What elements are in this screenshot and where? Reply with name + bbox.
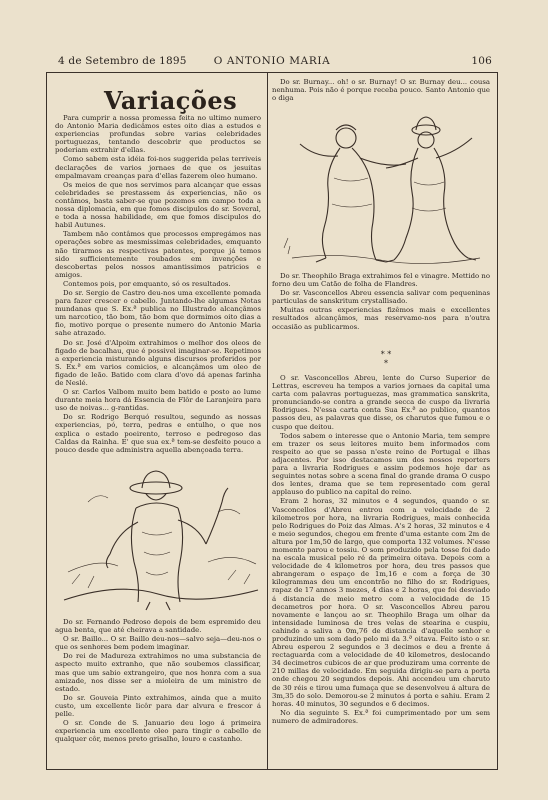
- paragraph: Como sabem esta idéia foi-nos suggerida pelas terriveis declarações de varios jornaes de que os jesuitas empalmavam creanças para d'ellas fazerem oleo humano.: [55, 155, 261, 180]
- paragraph: Tambem não contâmos que processos empregámos nas operações sobre as mesmissimas celebridades, emquanto não tirarmos as respectivas patentes, porque já temos sido sufficientemente roubados em invenções e descobertas pelos nossos amantissimos patricios e amigos.: [55, 230, 261, 279]
- header-date: 4 de Setembro de 1895: [58, 55, 187, 67]
- paragraph: O sr. Conde de S. Januario deu logo á primeira experiencia um excellente oleo para tingir o cabello de qualquer côr, menos preto grisalho, louro e castanho.: [55, 719, 261, 744]
- right-column-top: [272, 78, 490, 108]
- section-separator: * * *: [380, 350, 392, 368]
- paragraph: Do rei de Madureza extrahimos no uma substancia de aspecto muito extranho, que não soubemos classificar, mas que um sabio extrangeiro, que nos honra com a sua amizade, nos disse ser a mioleira de um ministro de estado.: [55, 652, 261, 693]
- right-column-middle: [272, 272, 490, 342]
- illustration-two-men-dancing: [276, 108, 486, 270]
- paragraph: Os meios de que nos servimos para alcançar que essas celebridades se prestassem ás experiencias, não os contâmos, basta saber-se que pozemos em campo toda a nossa diplomacia, em que fomos discipulos do sr. Soveral, e toda a nossa habilidade, em que fomos discipulos do habil Autunes.: [55, 180, 261, 230]
- paragraph: Contemos pois, por emquanto, só os resultados.: [63, 279, 231, 288]
- illustration-man-in-hat: [58, 462, 264, 614]
- paragraph: No dia seguinte S. Ex.ª foi cumprimentado por um sem numero de admiradores.: [272, 708, 490, 725]
- paragraph: Todos sabem o interesse que o Antonio Maria, tem sempre em trazer os seus leitores muito bem informados com respeito ao que se passa n'este reino de Portugal e ilhas adjacentes. Por isso destacamos um dos nossos reporters para a livraria Rodrigues e assim podemos hoje dar as seguintes notas sobre a scena final do grande drama O cuspo dos lentes, drama que se tem representado com geral applauso do publico na capital do reino.: [272, 431, 490, 497]
- paragraph: Do sr. Theophilo Braga extrahimos fel e vinagre. Mettido no forno deu um Catão de folha de Flandres.: [272, 272, 490, 289]
- paragraph: Para cumprir a nossa promessa feita no ultimo numero do Antonio Maria dedicâmos estes oito dias a estudos e experiencias profundas sobre varias celebridades portuguezas, tentando descobrir que productos se poderiam extrahir d'ellas.: [55, 114, 261, 155]
- left-column-bottom: [55, 618, 261, 766]
- paragraph: Do sr. José d'Alpoim extrahimos o melhor dos oleos de figado de bacalhau, que é possivel imaginar-se. Repetimos a experiencia misturando alguns discursos proferidos por S. Ex.ª em varios comicios, e alcançâmos um oleo de figado de leão. Batido com clara d'ovo dá apenas farinha de Neslé.: [55, 338, 261, 387]
- paragraph: Do sr. Gouveia Pinto extrahimos, ainda que a muito custo, um excellente licôr para dar alvura e frescor á pelle.: [55, 693, 261, 719]
- paragraph: Muitas outras experiencias fizêmos mais e excellentes resultados alcançâmos, mas reservamo-nos para n'outra occasião as publicarmos.: [272, 306, 490, 331]
- paragraph: Do sr. Vasconcellos Abreu essencia salivar com pequeninas particulas de sanskritum crystallisado.: [272, 289, 490, 306]
- paragraph: O sr. Baillo... O sr. Baillo deu-nos—salvo seja—deu-nos o que os senhores bem podem imaginar.: [55, 635, 261, 652]
- right-column-bottom: [272, 374, 490, 766]
- paragraph: O sr. Vasconcellos Abreu, lente do Curso Superior de Lettras, escreveu ha tempos a varios jornaes da capital uma carta com palavras portuguezas, mas grammatica sanskrita, pronunciando-se contra a grande secca de cuspo da livraria Rodrigues. N'essa carta conta Sua Ex.ª ao publico, quantos passos deu, as palavras que disse, os charutos que fumou e o cuspo que deitou.: [272, 374, 490, 431]
- column-divider: [267, 72, 268, 770]
- page-header: [46, 52, 498, 68]
- paragraph: Do sr. Burnay... oh! o sr. Burnay! O sr. Burnay deu... cousa nenhuma. Pois não é porque receba pouco. Santo Antonio que o diga: [272, 78, 490, 103]
- left-column-top: [55, 114, 261, 464]
- paragraph: Do sr. Rodrigo Berquó resultou, segundo as nossas experiencias, pó, terra, pedras e entulho, o que nos explica o estado poeirento, terroso e pedregoso das Caldas da Rainha. E' que sua ex.ª tem-se desfeito pouco a pouco desde que administra aquella abençoada terra.: [55, 413, 261, 454]
- article-headline: Variações: [104, 86, 238, 115]
- header-title: O ANTONIO MARIA: [213, 55, 331, 67]
- paragraph: Do sr. Sergio de Castro deu-nos uma excellente pomada para fazer crescer o cabello. Juntando-lhe algumas Notas mundanas que S. Ex.ª publica no Illustrado alcançâmos um narcotico, tão bom, tão bom que dormimos oito dias a fio, motivo porque o presente numero do Antonio Maria sahe atrazado.: [55, 288, 261, 338]
- paragraph: O sr. Carlos Valbom muito bem batido e posto ao lume durante meia hora dá Essencia de Flôr de Laranjeira para uso de noivas... g-rantidas.: [55, 388, 261, 413]
- page-number: 106: [471, 55, 492, 67]
- paragraph: Do sr. Fernando Pedroso depois de bem espremido deu agua benta, que até cheirava a santidade.: [55, 618, 261, 635]
- paragraph: Eram 2 horas, 32 minutos e 4 segundos, quando o sr. Vasconcellos d'Abreu entrou com a velocidade de 2 kilometros por hora, na livraria Rodrigues, mais conhecida pelo Rodrigues do Poiz das Almas. A's 2 horas, 32 minutos e 4 e meio segundos, chegou em frente d'uma estante com 2m de altura por 1m,50 de largo, que comporta 132 volumes. N'esse momento parou e tossiu. O som produzido pela tosse foi dado na escala musical pelo ré da primeira oitava. Depois com a velocidade de 4 kilometros por hora, deu tres passos que abrangeram o espaço de 1m,16 e com a força de 30 kilogrammas deu um encontrão no filho do sr. Rodrigues, rapaz de 17 annos 3 mezes, 4 dias e 2 horas, que foi desviado á distancia de meio metro com a velocidade de 15 decametros por hora. O sr. Vasconcellos Abreu parou novamente e lançou ao sr. Theophilo Braga um olhar da intensidade luminosa de tres velas de stearina e cuspiu, cahindo a saliva a 0m,76 de distancia d'aquelle senhor e produzindo um som dado pelo mi da 3.ª oitava. Feito isto o sr. Abreu esperou 2 segundos e 3 decimos e deu a frente á rectaguarda com a velocidade de 40 kilometros, deslocando 34 decimetros cubicos de ar que produziram uma corrente de 210 millas de velocidade. Em seguida dirigiu-se para a porta onde chegou 20 segundos depois. Ahi accendeu um charuto de 30 réis e tirou uma fumaça que se desenvolveu á altura de 3m,35 do solo. Demorou-se 2 minutos á porta e sahiu. Eram 2 horas. 40 minutos, 30 segundos e 6 decimos.: [272, 497, 490, 708]
